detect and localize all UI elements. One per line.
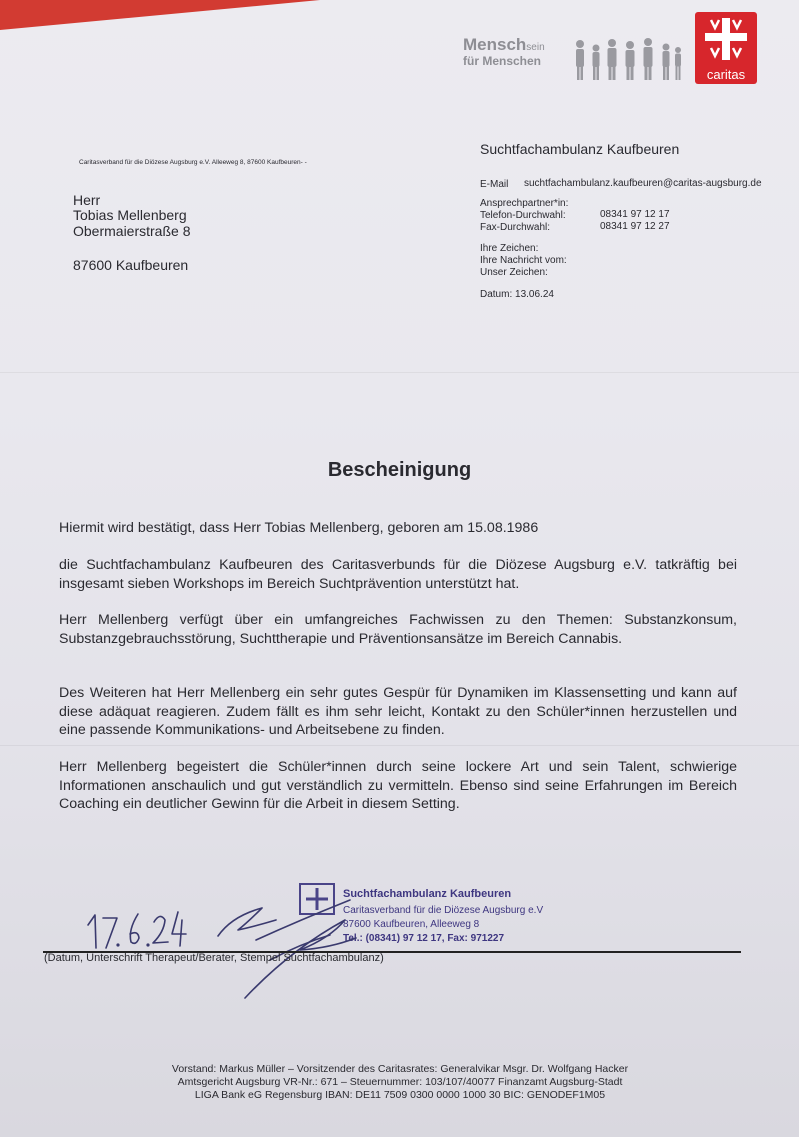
email-address: suchtfachambulanz.kaufbeuren@caritas-augsburg.de <box>524 178 762 189</box>
footer-board-line: Vorstand: Markus Müller – Vorsitzender des Caritasrates: Generalvikar Msgr. Dr. Wolfgang Hacker <box>171 1063 629 1075</box>
document-title: Bescheinigung <box>327 459 472 481</box>
stamp-line-office: Suchtfachambulanz Kaufbeuren <box>343 888 512 900</box>
signature-caption: (Datum, Unterschrift Therapeut/Berater, Stempel Suchtfachambulanz) <box>44 952 384 964</box>
recipient-salutation: Herr <box>73 192 101 208</box>
fax-label: Fax-Durchwahl: <box>480 222 551 233</box>
paragraph-dynamics: Des Weiteren hat Herr Mellenberg ein sehr gutes Gespür für Dynamiken im Klassensetting und kann auf diese adäquat reagieren. Zudem fällt es ihm sehr leicht, Kontakt zu den Schüler*innen herzustellen und eine passende Kommunikations- und Arbeitsebene zu finden. <box>59 685 737 738</box>
fax-number: 08341 97 12 27 <box>600 221 670 232</box>
unser-zeichen-label: Unser Zeichen: <box>480 267 548 278</box>
paragraph-expertise: Herr Mellenberg verfügt über ein umfangreiches Fachwissen zu den Themen: Substanzkonsum, Substanzgebrauchsstörung, Suchttherapie und Präventionsansätze im Bereich Cannabis. <box>59 612 737 647</box>
caritas-wordmark: caritas <box>706 67 746 82</box>
phone-label: Telefon-Durchwahl: <box>480 210 566 221</box>
letter-date: Datum: 13.06.24 <box>480 289 554 300</box>
logo-mensch-text: Mensch <box>463 35 527 54</box>
stamp-line-phone: Tel.: (08341) 97 12 17, Fax: 971227 <box>343 933 505 944</box>
email-label: E-Mail <box>480 179 509 190</box>
recipient-name: Tobias Mellenberg <box>73 207 187 223</box>
logo-sein-text: sein <box>526 42 545 53</box>
paragraph-intro: Hiermit wird bestätigt, dass Herr Tobias Mellenberg, geboren am 15.08.1986 <box>59 520 539 536</box>
ihre-nachricht-label: Ihre Nachricht vom: <box>480 255 567 266</box>
logo-fuer-menschen-text: für Menschen <box>463 54 542 68</box>
paragraph-coaching: Herr Mellenberg begeistert die Schüler*innen durch seine lockere Art und sein Talent, schwierige Informationen anschaulich und gut verständlich zu vermitteln. Ebenso sind seine Erfahrungen im Bereich Coaching ein deutlicher Gewinn für die Arbeit in diesem Setting. <box>59 759 737 812</box>
phone-number: 08341 97 12 17 <box>600 209 670 220</box>
contact-person-label: Ansprechpartner*in: <box>480 198 569 209</box>
recipient-street: Obermaierstraße 8 <box>73 223 191 239</box>
stamp-line-association: Caritasverband für die Diözese Augsburg e.V <box>343 905 544 916</box>
sender-return-address: Caritasverband für die Diözese Augsburg e.V. Alleeweg 8, 87600 Kaufbeuren- - <box>79 159 307 166</box>
footer-bank-line: LIGA Bank eG Regensburg IBAN: DE11 7509 0300 0000 1000 30 BIC: GENODEF1M05 <box>194 1089 606 1101</box>
office-name: Suchtfachambulanz Kaufbeuren <box>480 141 680 157</box>
stamp-line-address: 87600 Kaufbeuren, Alleeweg 8 <box>343 919 480 930</box>
recipient-city: 87600 Kaufbeuren <box>73 257 189 273</box>
ihre-zeichen-label: Ihre Zeichen: <box>480 243 539 254</box>
footer-register-line: Amtsgericht Augsburg VR-Nr.: 671 – Steuernummer: 103/107/40077 Finanzamt Augsburg-Stadt <box>177 1076 623 1088</box>
paragraph-support: die Suchtfachambulanz Kaufbeuren des Caritasverbunds für die Diözese Augsburg e.V. tatkräftig bei insgesamt sieben Workshops im Bereich Suchtprävention unterstützt hat. <box>59 557 737 592</box>
